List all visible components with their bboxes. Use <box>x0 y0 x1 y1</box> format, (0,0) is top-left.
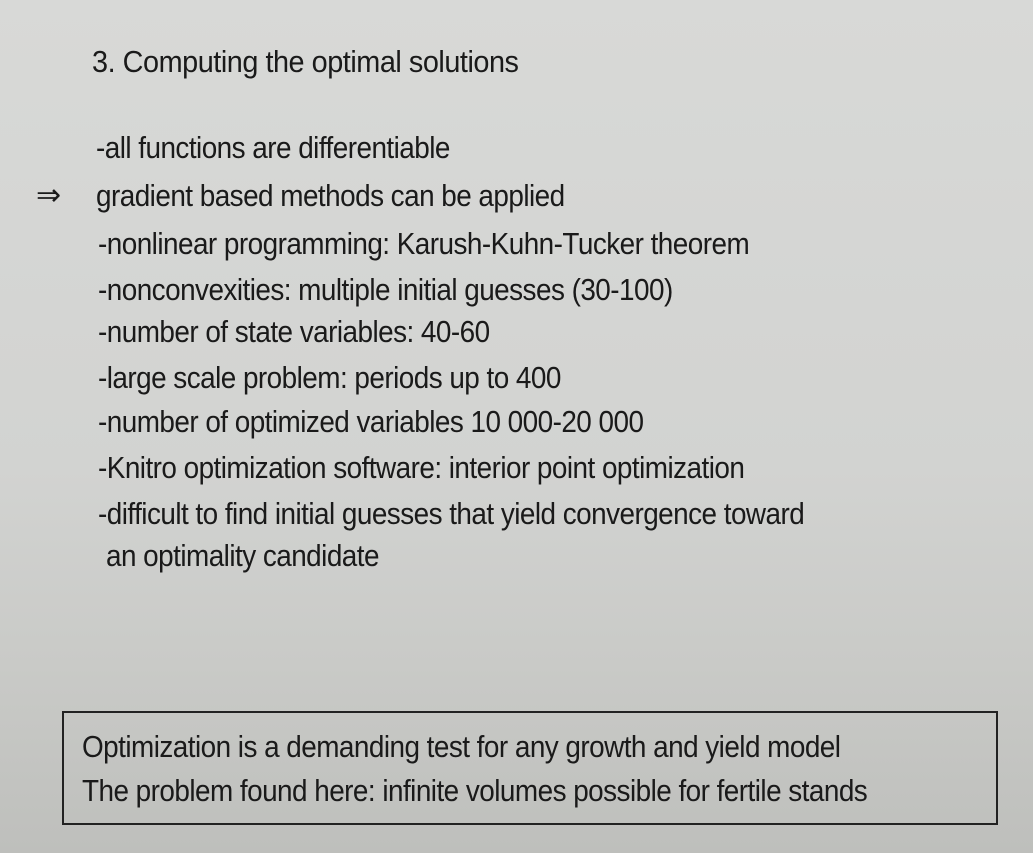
bullet-4: -nonconvexities: multiple initial guesses (30-100) <box>98 272 673 307</box>
implies-arrow-icon: ⇒ <box>36 179 62 212</box>
bullet-9-continuation: an optimality candidate <box>106 538 379 573</box>
bullet-3: -nonlinear programming: Karush-Kuhn-Tucker theorem <box>98 226 750 261</box>
bullet-2: gradient based methods can be applied <box>96 178 565 213</box>
conclusion-line-1: Optimization is a demanding test for any growth and yield model <box>82 729 841 764</box>
bullet-6: -large scale problem: periods up to 400 <box>98 360 561 395</box>
bullet-1: -all functions are differentiable <box>96 130 450 165</box>
bullet-5: -number of state variables: 40-60 <box>98 314 490 349</box>
conclusion-line-2: The problem found here: infinite volumes possible for fertile stands <box>82 773 868 808</box>
conclusion-box <box>62 711 998 825</box>
bullet-7: -number of optimized variables 10 000-20 000 <box>98 404 644 439</box>
bullet-8: -Knitro optimization software: interior point optimization <box>98 450 745 485</box>
slide-title: 3. Computing the optimal solutions <box>92 44 519 79</box>
bullet-9: -difficult to find initial guesses that yield convergence toward <box>98 496 805 531</box>
